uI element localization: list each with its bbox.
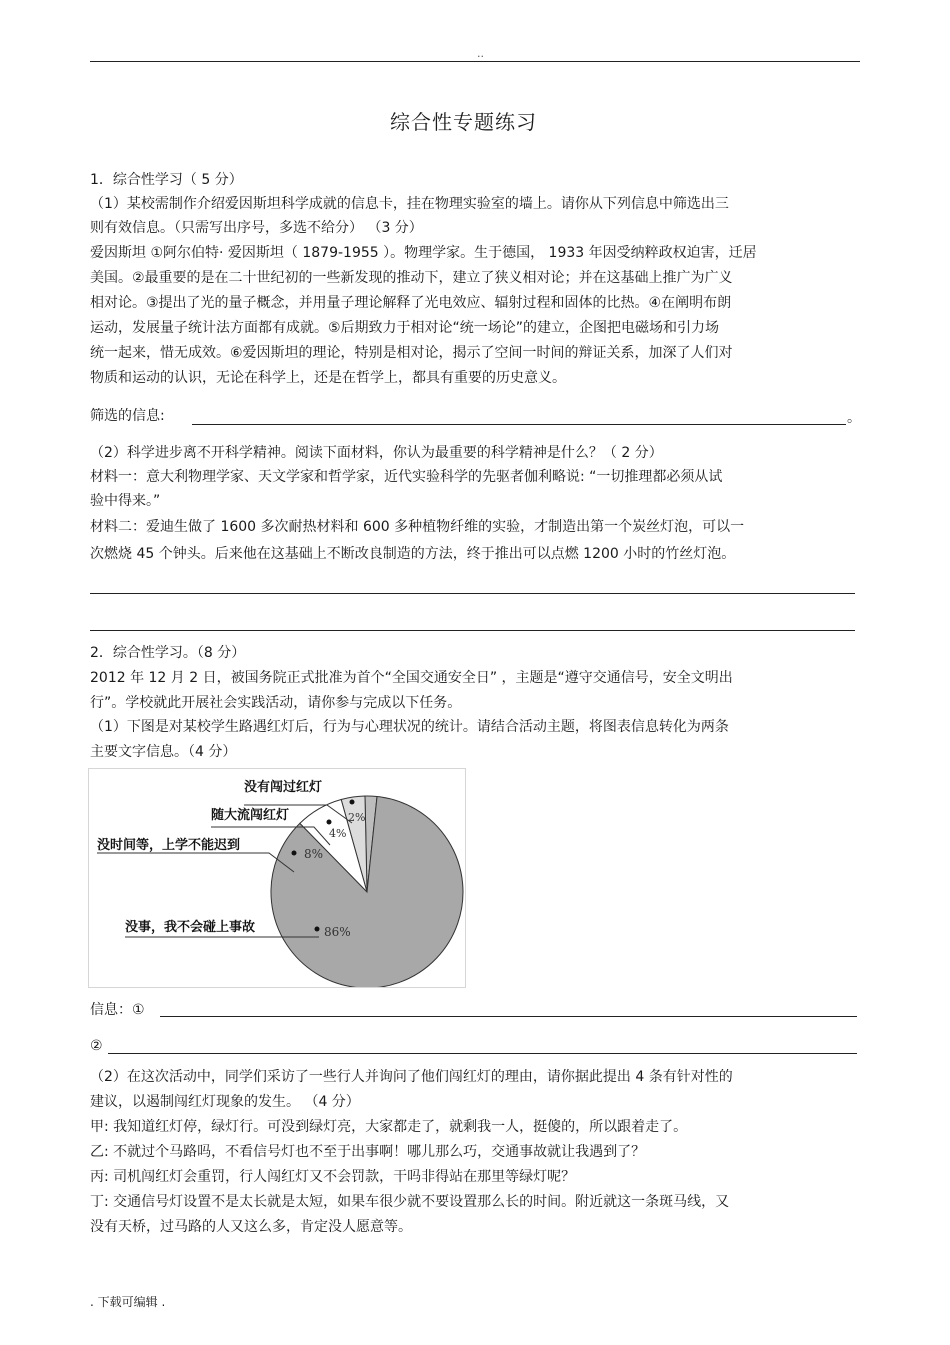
value-label-2pct: 2%: [348, 811, 366, 824]
q1-passage-line: 相对论。③提出了光的量子概念，并用量子理论解释了光电效应、辐射过程和固体的比热。④在阐明布朗: [90, 295, 732, 311]
value-label-4pct: 4%: [329, 827, 347, 840]
q2-response: 没有天桥，过马路的人又这么多，肯定没人愿意等。: [90, 1219, 412, 1235]
q2-response: 丙: 司机闯红灯会重罚，行人闯红灯又不会罚款，干吗非得站在那里等绿灯呢？: [90, 1169, 576, 1185]
value-label-86pct: 86%: [324, 925, 351, 939]
q1-passage-line: 统一起来，惜无成效。⑥爱因斯坦的理论，特别是相对论，揭示了空间一时间的辩证关系，加深了人们对: [90, 345, 733, 361]
q2-info-label-1: 信息：①: [90, 1002, 145, 1018]
q2-response: 丁: 交通信号灯设置不是太长就是太短，如果车很少就不要设置那么长的时间。附近就这一条斑马线，又: [90, 1194, 730, 1210]
category-label-no-red-light: 没有闯过红灯: [244, 780, 323, 795]
q2-part1-line2: 主要文字信息。（4 分）: [90, 744, 237, 760]
value-label-8pct: 8%: [304, 847, 324, 861]
q1-answer-rule-1[interactable]: [90, 593, 855, 594]
header-mark: ..: [477, 47, 484, 60]
q1-part2-line: （2）科学进步离不开科学精神。阅读下面材料，你认为最重要的科学精神是什么？（ 2 分）: [90, 445, 663, 461]
q1-passage-line: 运动，发展量子统计法方面都有成就。⑤后期致力于相对论“统一场论”的建立，企图把电磁场和引力场: [90, 320, 720, 336]
dot-no-time: [292, 851, 297, 856]
q2-part2-line2: 建议，以遏制闯红灯现象的发生。 （4 分）: [90, 1094, 360, 1110]
q1-answer-rule-2[interactable]: [90, 630, 855, 631]
q2-heading: 2．综合性学习。（8 分）: [90, 645, 246, 661]
q1-passage-line: 爱因斯坦 ①阿尔伯特· 爱因斯坦（ 1879-1955 ）。物理学家。生于德国， 1933 年因受纳粹政权迫害，迁居: [90, 245, 757, 261]
q1-part1-line1: （1）某校需制作介绍爱因斯坦科学成就的信息卡，挂在物理实验室的墙上。请你从下列信息中筛选出三: [90, 196, 729, 212]
category-label-no-time: 没时间等，上学不能迟到: [97, 838, 241, 853]
q1-part1-line2: 则有效信息。（只需写出序号，多选不给分） （3 分）: [90, 220, 423, 236]
q2-info-line-1[interactable]: [160, 1016, 857, 1017]
q2-part2-line1: （2）在这次活动中，同学们采访了一些行人并询问了他们闯红灯的理由，请你据此提出 4 条有针对性的: [90, 1069, 733, 1085]
q1-material2-line1: 材料二：爱迪生做了 1600 多次耐热材料和 600 多种植物纤维的实验，才制造出第一个炭丝灯泡，可以一: [90, 519, 745, 535]
dot-no-accident: [315, 927, 320, 932]
pie-chart: [89, 769, 465, 987]
q1-passage-line: 物质和运动的认识，无论在科学上，还是在哲学上，都具有重要的历史意义。: [90, 370, 566, 386]
q2-intro-line2: 行”。学校就此开展社会实践活动，请你参与完成以下任务。: [90, 695, 462, 711]
q1-material1-line1: 材料一：意大利物理学家、天文学家和哲学家，近代实验科学的先驱者伽利略说: “一切推理都必须从试: [90, 469, 723, 485]
q1-passage-line: 美国。②最重要的是在二十世纪初的一些新发现的推动下，建立了狭义相对论；并在这基础上推广为广义: [90, 270, 733, 286]
q1-heading: 1．综合性学习（ 5 分）: [90, 172, 243, 188]
q1-material2-line2: 次燃烧 45 个钟头。后来他在这基础上不断改良制造的方法，终于推出可以点燃 1200 小时的竹丝灯泡。: [90, 546, 736, 562]
q1-answer-end: 。: [847, 410, 861, 426]
leader-line-no-time: [97, 853, 294, 872]
header-rule: [90, 61, 860, 62]
footer-text: . 下载可编辑 .: [90, 1295, 166, 1309]
q1-answer-line[interactable]: [192, 424, 846, 425]
category-label-no-accident: 没事，我不会碰上事故: [125, 920, 256, 935]
dot-no-red-light: [350, 800, 355, 805]
pie-chart-frame: [88, 768, 466, 988]
q2-info-line-2[interactable]: [108, 1053, 857, 1054]
q2-part1-line1: （1）下图是对某校学生路遇红灯后，行为与心理状况的统计。请结合活动主题，将图表信息转化为两条: [90, 719, 729, 735]
page-title: 综合性专题练习: [390, 110, 537, 134]
dot-follow-crowd: [327, 820, 332, 825]
q2-info-label-2: ②: [90, 1038, 103, 1054]
q2-intro-line1: 2012 年 12 月 2 日，被国务院正式批准为首个“全国交通安全日” ，主题是“遵守交通信号，安全文明出: [90, 670, 733, 686]
q2-response: 乙: 不就过个马路吗，不看信号灯也不至于出事啊！哪儿那么巧，交通事故就让我遇到了？: [90, 1144, 646, 1160]
q2-response: 甲: 我知道红灯停，绿灯行。可没到绿灯亮，大家都走了，就剩我一人，挺傻的，所以跟着走了。: [90, 1119, 688, 1135]
q1-answer-label: 筛选的信息:: [90, 408, 165, 424]
q1-material1-line2: 验中得来。”: [90, 493, 161, 509]
category-label-follow-crowd: 随大流闯红灯: [211, 808, 290, 823]
